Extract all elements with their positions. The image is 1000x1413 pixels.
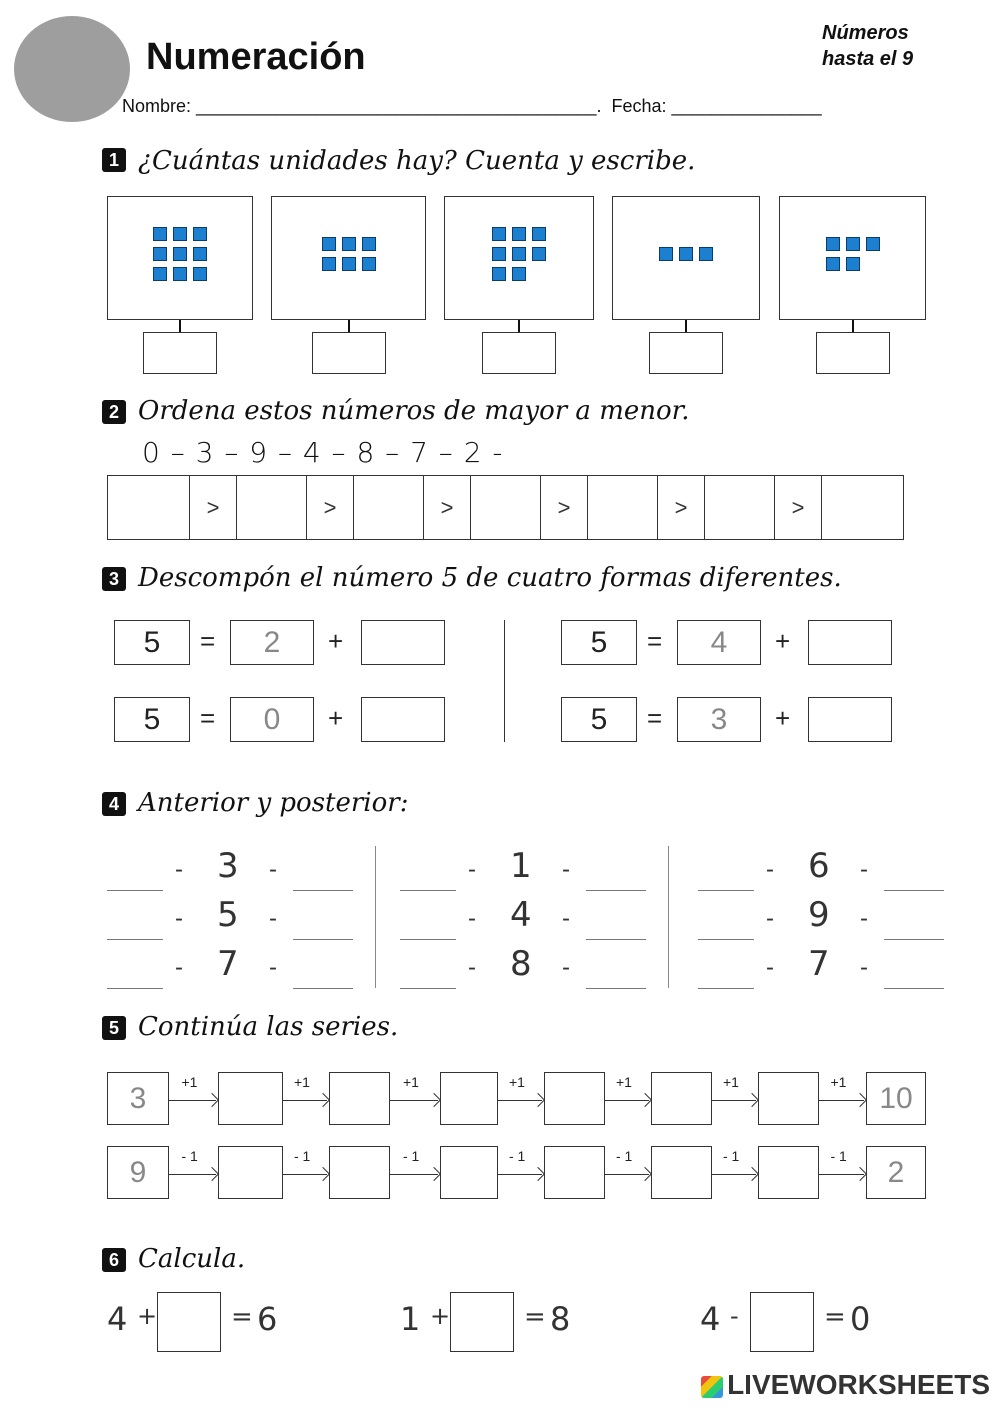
step-label: +1 bbox=[509, 1074, 525, 1090]
step-label: - 1 bbox=[509, 1148, 526, 1164]
greater-than-symbol: > bbox=[190, 476, 237, 539]
dash: - bbox=[562, 905, 570, 932]
number-five-box: 5 bbox=[114, 697, 190, 742]
calc-operator: + bbox=[430, 1302, 451, 1330]
calc-operand: 4 bbox=[700, 1300, 721, 1338]
after-answer-line[interactable] bbox=[884, 988, 944, 989]
dash: - bbox=[468, 905, 476, 932]
unit-square bbox=[512, 247, 526, 261]
given-number: 8 bbox=[510, 944, 532, 984]
unit-square bbox=[826, 237, 840, 251]
dash: - bbox=[175, 856, 183, 883]
dash: - bbox=[562, 856, 570, 883]
series-arrow bbox=[390, 1100, 438, 1101]
series-arrow bbox=[712, 1100, 756, 1101]
plus-sign: + bbox=[775, 626, 791, 656]
order-answer-cell[interactable] bbox=[354, 476, 424, 539]
dash: - bbox=[269, 954, 277, 981]
series-start-box: 9 bbox=[107, 1146, 169, 1199]
unit-square bbox=[193, 247, 207, 261]
unit-square bbox=[532, 247, 546, 261]
before-answer-line[interactable] bbox=[107, 939, 163, 940]
series-arrow bbox=[712, 1174, 756, 1175]
before-answer-line[interactable] bbox=[400, 890, 456, 891]
greater-than-symbol: > bbox=[775, 476, 822, 539]
subtitle-line-1: Números bbox=[822, 22, 909, 44]
unit-square bbox=[846, 257, 860, 271]
equals-sign: = bbox=[647, 703, 663, 733]
before-answer-line[interactable] bbox=[107, 988, 163, 989]
series-end-box: 10 bbox=[866, 1072, 926, 1125]
series-arrow bbox=[498, 1100, 542, 1101]
calc-answer-box[interactable] bbox=[157, 1292, 221, 1352]
step-label: +1 bbox=[403, 1074, 419, 1090]
given-addend-box: 2 bbox=[230, 620, 314, 665]
after-answer-line[interactable] bbox=[293, 890, 353, 891]
answer-box[interactable] bbox=[312, 332, 386, 374]
series-answer-box[interactable] bbox=[329, 1146, 390, 1199]
greater-than-symbol: > bbox=[307, 476, 354, 539]
unit-square bbox=[492, 247, 506, 261]
before-answer-line[interactable] bbox=[698, 988, 754, 989]
unit-square bbox=[193, 267, 207, 281]
connector bbox=[685, 320, 687, 332]
addend-answer-box[interactable] bbox=[808, 620, 892, 665]
unit-square bbox=[512, 267, 526, 281]
dash: - bbox=[562, 954, 570, 981]
answer-box[interactable] bbox=[816, 332, 890, 374]
series-answer-box[interactable] bbox=[218, 1072, 283, 1125]
calc-operator: - bbox=[730, 1302, 739, 1330]
addend-answer-box[interactable] bbox=[808, 697, 892, 742]
number-five-box: 5 bbox=[561, 697, 637, 742]
dash: - bbox=[766, 954, 774, 981]
calc-equals: = bbox=[824, 1302, 846, 1332]
after-answer-line[interactable] bbox=[586, 890, 646, 891]
connector bbox=[852, 320, 854, 332]
series-answer-box[interactable] bbox=[440, 1146, 498, 1199]
unit-square bbox=[362, 257, 376, 271]
equals-sign: = bbox=[200, 703, 216, 733]
before-answer-line[interactable] bbox=[400, 988, 456, 989]
after-answer-line[interactable] bbox=[884, 939, 944, 940]
plus-sign: + bbox=[328, 703, 344, 733]
unit-square bbox=[322, 257, 336, 271]
question-number-4: 4 bbox=[102, 792, 126, 816]
unit-square bbox=[362, 237, 376, 251]
divider bbox=[504, 620, 505, 742]
step-label: +1 bbox=[723, 1074, 739, 1090]
addend-answer-box[interactable] bbox=[361, 620, 445, 665]
question-number-5: 5 bbox=[102, 1016, 126, 1040]
after-answer-line[interactable] bbox=[293, 988, 353, 989]
unit-square bbox=[153, 227, 167, 241]
series-answer-box[interactable] bbox=[651, 1146, 712, 1199]
given-addend-box: 4 bbox=[677, 620, 761, 665]
unit-square bbox=[699, 247, 713, 261]
before-answer-line[interactable] bbox=[400, 939, 456, 940]
dash: - bbox=[175, 954, 183, 981]
unit-square bbox=[866, 237, 880, 251]
unit-square bbox=[173, 227, 187, 241]
step-label: - 1 bbox=[181, 1148, 198, 1164]
liveworksheets-logo: LIVEWORKSHEETS bbox=[701, 1369, 990, 1401]
connector bbox=[179, 320, 181, 332]
calc-result: 6 bbox=[257, 1300, 278, 1338]
greater-than-symbol: > bbox=[541, 476, 588, 539]
decorative-circle bbox=[14, 16, 130, 122]
dash: - bbox=[766, 856, 774, 883]
step-label: - 1 bbox=[403, 1148, 420, 1164]
order-answer-cell[interactable] bbox=[822, 476, 902, 539]
unit-square bbox=[173, 247, 187, 261]
column-divider bbox=[375, 846, 376, 988]
question-3-text: Descompón el número 5 de cuatro formas diferentes. bbox=[138, 563, 842, 593]
dash: - bbox=[269, 856, 277, 883]
number-sequence: 0 – 3 – 9 – 4 – 8 – 7 – 2 - bbox=[142, 436, 504, 469]
question-number-1: 1 bbox=[102, 148, 126, 172]
step-label: +1 bbox=[616, 1074, 632, 1090]
greater-than-symbol: > bbox=[424, 476, 471, 539]
column-divider bbox=[668, 846, 669, 988]
series-answer-box[interactable] bbox=[329, 1072, 390, 1125]
before-answer-line[interactable] bbox=[698, 890, 754, 891]
question-1-text: ¿Cuántas unidades hay? Cuenta y escribe. bbox=[138, 146, 696, 176]
given-number: 4 bbox=[510, 895, 532, 935]
series-answer-box[interactable] bbox=[758, 1146, 819, 1199]
calc-result: 8 bbox=[550, 1300, 571, 1338]
question-4-text: Anterior y posterior: bbox=[138, 788, 409, 818]
given-number: 6 bbox=[808, 846, 830, 886]
step-label: - 1 bbox=[723, 1148, 740, 1164]
step-label: +1 bbox=[830, 1074, 847, 1090]
unit-square bbox=[173, 267, 187, 281]
series-start-box: 3 bbox=[107, 1072, 169, 1125]
calc-answer-box[interactable] bbox=[750, 1292, 814, 1352]
dash: - bbox=[860, 905, 868, 932]
series-answer-box[interactable] bbox=[218, 1146, 283, 1199]
question-5-text: Continúa las series. bbox=[138, 1012, 399, 1042]
given-number: 1 bbox=[510, 846, 532, 886]
connector bbox=[348, 320, 350, 332]
order-box bbox=[107, 475, 904, 540]
dash: - bbox=[766, 905, 774, 932]
plus-sign: + bbox=[328, 626, 344, 656]
series-arrow bbox=[819, 1174, 864, 1175]
unit-square bbox=[846, 237, 860, 251]
step-label: +1 bbox=[181, 1074, 198, 1090]
dash: - bbox=[468, 954, 476, 981]
series-arrow bbox=[390, 1174, 438, 1175]
question-2-text: Ordena estos números de mayor a menor. bbox=[138, 396, 690, 426]
question-number-3: 3 bbox=[102, 567, 126, 591]
calc-operator: + bbox=[137, 1302, 158, 1330]
dash: - bbox=[860, 954, 868, 981]
unit-square bbox=[532, 227, 546, 241]
greater-than-symbol: > bbox=[658, 476, 705, 539]
answer-box[interactable] bbox=[482, 332, 556, 374]
dash: - bbox=[860, 856, 868, 883]
given-number: 7 bbox=[808, 944, 830, 984]
order-answer-cell[interactable] bbox=[237, 476, 307, 539]
series-arrow bbox=[169, 1174, 216, 1175]
addend-answer-box[interactable] bbox=[361, 697, 445, 742]
unit-square bbox=[193, 227, 207, 241]
unit-square bbox=[492, 227, 506, 241]
series-answer-box[interactable] bbox=[651, 1072, 712, 1125]
series-arrow bbox=[605, 1174, 649, 1175]
before-answer-line[interactable] bbox=[698, 939, 754, 940]
number-five-box: 5 bbox=[114, 620, 190, 665]
after-answer-line[interactable] bbox=[884, 890, 944, 891]
calc-operand: 1 bbox=[400, 1300, 421, 1338]
page-title: Numeración bbox=[146, 36, 366, 78]
given-number: 7 bbox=[217, 944, 239, 984]
series-arrow bbox=[169, 1100, 216, 1101]
given-number: 9 bbox=[808, 895, 830, 935]
equals-sign: = bbox=[200, 626, 216, 656]
series-arrow bbox=[498, 1174, 542, 1175]
series-arrow bbox=[605, 1100, 649, 1101]
after-answer-line[interactable] bbox=[586, 939, 646, 940]
name-date-line: Nombre: ________________________________________. Fecha: _______________ bbox=[122, 96, 822, 116]
given-addend-box: 3 bbox=[677, 697, 761, 742]
unit-square bbox=[679, 247, 693, 261]
unit-square bbox=[322, 237, 336, 251]
question-number-6: 6 bbox=[102, 1248, 126, 1272]
series-arrow bbox=[283, 1174, 327, 1175]
unit-square bbox=[826, 257, 840, 271]
after-answer-line[interactable] bbox=[586, 988, 646, 989]
unit-square bbox=[153, 267, 167, 281]
order-answer-cell[interactable] bbox=[471, 476, 541, 539]
unit-square bbox=[659, 247, 673, 261]
series-answer-box[interactable] bbox=[544, 1072, 605, 1125]
before-answer-line[interactable] bbox=[107, 890, 163, 891]
logo-icon bbox=[701, 1376, 723, 1398]
step-label: +1 bbox=[294, 1074, 310, 1090]
answer-box[interactable] bbox=[143, 332, 217, 374]
step-label: - 1 bbox=[616, 1148, 633, 1164]
given-addend-box: 0 bbox=[230, 697, 314, 742]
dash: - bbox=[175, 905, 183, 932]
series-answer-box[interactable] bbox=[440, 1072, 498, 1125]
number-five-box: 5 bbox=[561, 620, 637, 665]
step-label: - 1 bbox=[830, 1148, 847, 1164]
dash: - bbox=[269, 905, 277, 932]
connector bbox=[518, 320, 520, 332]
given-number: 3 bbox=[217, 846, 239, 886]
calc-equals: = bbox=[231, 1302, 253, 1332]
unit-square bbox=[342, 237, 356, 251]
unit-square bbox=[153, 247, 167, 261]
calc-operand: 4 bbox=[107, 1300, 128, 1338]
series-end-box: 2 bbox=[866, 1146, 926, 1199]
question-number-2: 2 bbox=[102, 400, 126, 424]
after-answer-line[interactable] bbox=[293, 939, 353, 940]
plus-sign: + bbox=[775, 703, 791, 733]
subtitle-line-2: hasta el 9 bbox=[822, 48, 914, 70]
unit-square bbox=[512, 227, 526, 241]
calc-equals: = bbox=[524, 1302, 546, 1332]
question-6-text: Calcula. bbox=[138, 1244, 246, 1274]
series-answer-box[interactable] bbox=[758, 1072, 819, 1125]
step-label: - 1 bbox=[294, 1148, 311, 1164]
calc-result: 0 bbox=[850, 1300, 871, 1338]
unit-square bbox=[342, 257, 356, 271]
order-answer-cell[interactable] bbox=[588, 476, 658, 539]
order-answer-cell[interactable] bbox=[108, 476, 190, 539]
dash: - bbox=[468, 856, 476, 883]
page-subtitle bbox=[822, 20, 913, 72]
series-arrow bbox=[819, 1100, 864, 1101]
given-number: 5 bbox=[217, 895, 239, 935]
calc-answer-box[interactable] bbox=[450, 1292, 514, 1352]
order-answer-cell[interactable] bbox=[705, 476, 775, 539]
answer-box[interactable] bbox=[649, 332, 723, 374]
equals-sign: = bbox=[647, 626, 663, 656]
unit-square bbox=[492, 267, 506, 281]
series-arrow bbox=[283, 1100, 327, 1101]
series-answer-box[interactable] bbox=[544, 1146, 605, 1199]
